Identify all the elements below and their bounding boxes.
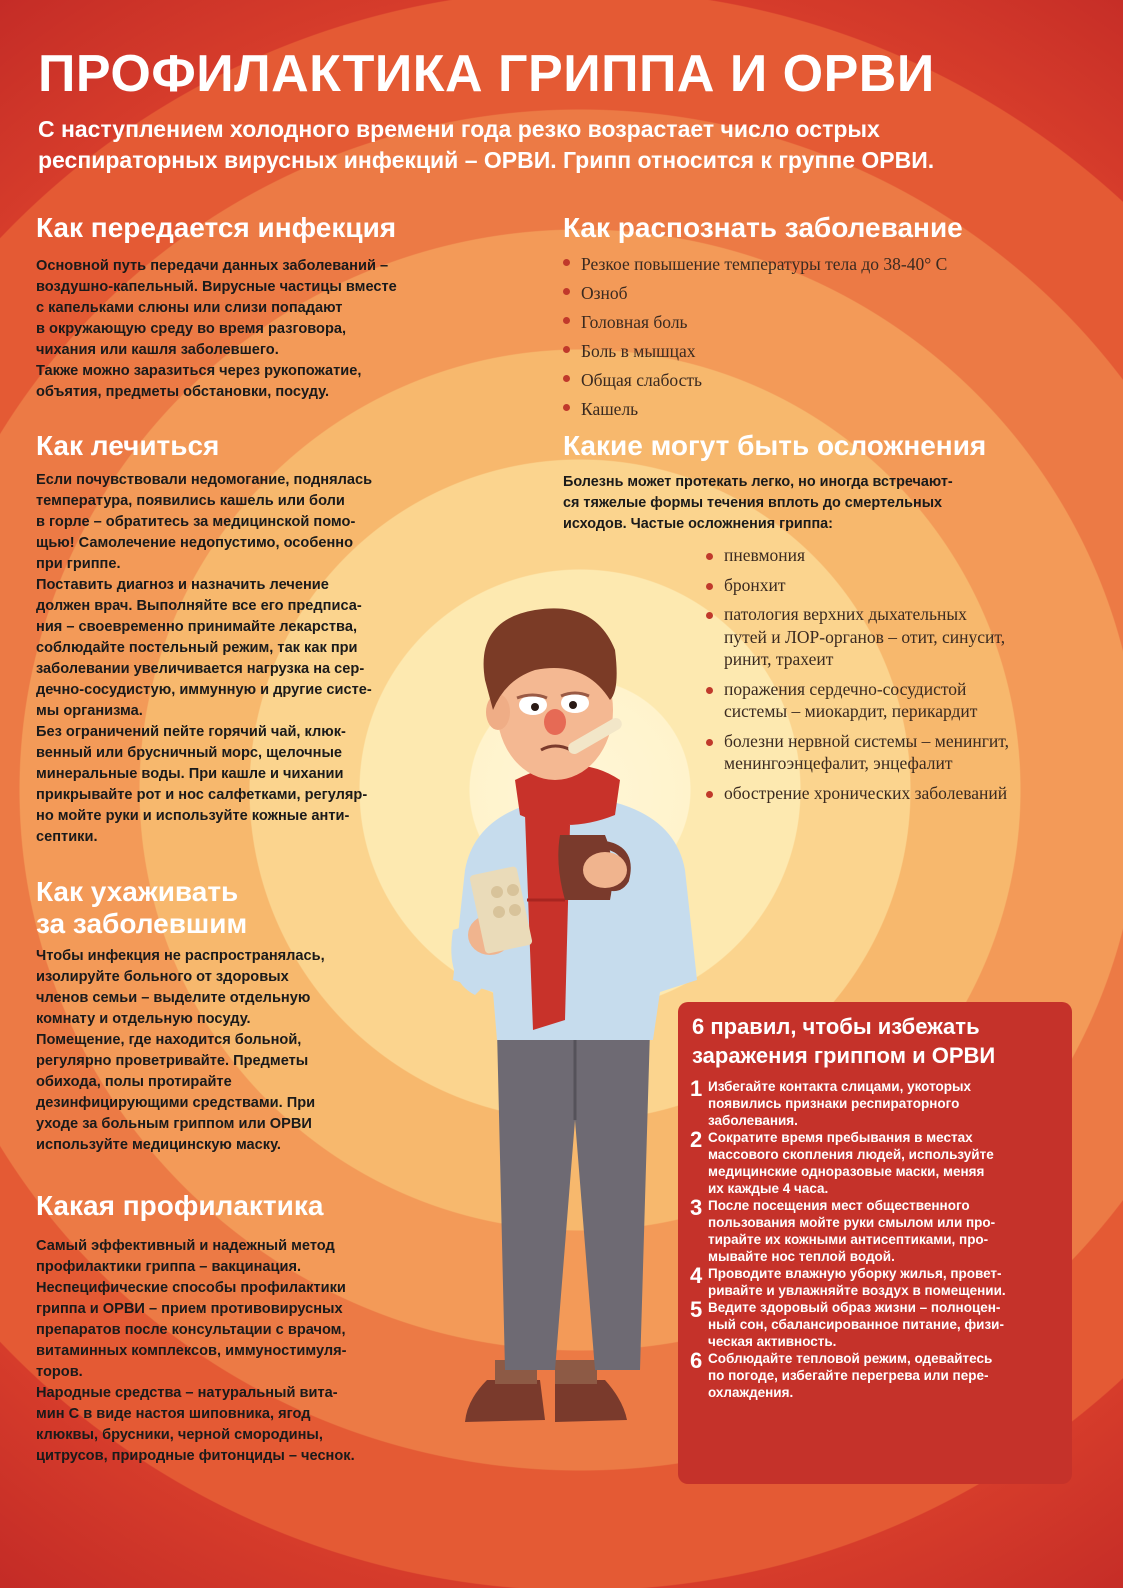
- text-line: Без ограничений пейте горячий чай, клюк-: [36, 724, 346, 740]
- rule-text: [708, 1350, 992, 1401]
- rule-number: 6: [690, 1348, 703, 1373]
- symptom-item: Кашель: [563, 395, 1083, 424]
- text-line: Основной путь передачи данных заболеваний –: [36, 258, 389, 274]
- section-heading: Какая профилактика: [36, 1190, 324, 1221]
- page-title: ПРОФИЛАКТИКА ГРИППА И ОРВИ: [38, 45, 935, 103]
- rules-list: [690, 1078, 1060, 1401]
- complication-item: [706, 603, 1086, 671]
- rule-line: появились признаки респираторного: [708, 1096, 960, 1111]
- text-line: ся тяжелые формы течения вплоть до смертельных: [563, 495, 943, 511]
- intro-line: С наступлением холодного времени года резко возрастает число острых: [38, 116, 880, 142]
- text-line: при гриппе.: [36, 556, 121, 572]
- symptom-item: Озноб: [563, 279, 1083, 308]
- section-heading-line: Как ухаживать: [36, 876, 239, 907]
- section-heading: Как лечиться: [36, 430, 220, 461]
- rule-item: [690, 1129, 1060, 1197]
- text-line: объятия, предметы обстановки, посуду.: [36, 384, 330, 400]
- complication-line: бронхит: [724, 574, 786, 595]
- text-line: Поставить диагноз и назначить лечение: [36, 577, 329, 593]
- text-line: мин С в виде настоя шиповника, ягод: [36, 1406, 311, 1422]
- text-line: витаминных комплексов, иммуностимуля-: [36, 1343, 347, 1359]
- text-line: должен врач. Выполняйте все его предписа-: [36, 598, 362, 614]
- rule-line: заболевания.: [708, 1113, 798, 1128]
- text-line: членов семьи – выделите отдельную: [36, 990, 311, 1006]
- section-heading: Какие могут быть осложнения: [563, 430, 987, 461]
- text-line: гриппа и ОРВИ – прием противовирусных: [36, 1301, 343, 1317]
- rule-line: ческая активность.: [708, 1334, 837, 1349]
- text-line: соблюдайте постельный режим, так как при: [36, 640, 358, 656]
- rule-number: 4: [690, 1263, 703, 1288]
- complication-line: обострение хронических заболеваний: [724, 782, 1008, 803]
- section-heading-line: за заболевшим: [36, 908, 248, 939]
- section-heading: Как передается инфекция: [36, 212, 397, 243]
- section-symptoms: [563, 212, 1083, 424]
- rule-line: Ведите здоровый образ жизни – полноцен-: [708, 1300, 1001, 1315]
- rule-item: [690, 1350, 1060, 1401]
- text-line: чихания или кашля заболевшего.: [36, 342, 279, 358]
- rule-line: пользования мойте руки смылом или про-: [708, 1215, 996, 1230]
- text-line: Помещение, где находится больной,: [36, 1032, 302, 1048]
- rule-number: 5: [690, 1297, 703, 1322]
- symptom-item: Боль в мышцах: [563, 337, 1083, 366]
- rule-line: охлаждения.: [708, 1385, 794, 1400]
- rule-text: [708, 1197, 995, 1265]
- text-line: изолируйте больного от здоровых: [36, 969, 289, 985]
- text-line: септики.: [36, 829, 98, 845]
- complication-item: [706, 678, 1086, 723]
- rule-text: [708, 1129, 994, 1197]
- intro-text: [38, 114, 1098, 176]
- complication-item: [706, 574, 1086, 597]
- rule-item: [690, 1197, 1060, 1265]
- text-line: Если почувствовали недомогание, поднялась: [36, 472, 373, 488]
- rule-item: [690, 1299, 1060, 1350]
- rules-heading-line: 6 правил, чтобы избежать: [692, 1014, 980, 1039]
- symptom-item: Головная боль: [563, 308, 1083, 337]
- complication-line: менингоэнцефалит, энцефалит: [724, 753, 953, 773]
- rule-line: массового скопления людей, используйте: [708, 1147, 994, 1162]
- text-line: венный или брусничный морс, щелочные: [36, 745, 343, 761]
- rule-line: медицинские одноразовые маски, меняя: [708, 1164, 985, 1179]
- text-line: заболевании увеличивается нагрузка на сер-: [36, 661, 365, 677]
- rule-line: После посещения мест общественного: [708, 1198, 970, 1213]
- section-heading: Как распознать заболевание: [563, 212, 963, 243]
- text-line: торов.: [36, 1364, 83, 1380]
- symptom-list: [563, 250, 1083, 424]
- rules-heading: [690, 1012, 1060, 1070]
- section-body: [36, 946, 456, 1156]
- text-line: Самый эффективный и надежный метод: [36, 1238, 335, 1254]
- text-line: уходе за больным гриппом или ОРВИ: [36, 1116, 312, 1132]
- text-line: Чтобы инфекция не распространялась,: [36, 948, 325, 964]
- complication-line: патология верхних дыхательных: [724, 604, 967, 624]
- complication-line: путей и ЛОР-органов – отит, синусит,: [724, 626, 1006, 647]
- complications-list: [706, 544, 1086, 811]
- text-line: в окружающую среду во время разговора,: [36, 321, 347, 337]
- section-transmission: [36, 212, 506, 403]
- text-line: воздушно-капельный. Вирусные частицы вместе: [36, 279, 397, 295]
- text-line: Неспецифические способы профилактики: [36, 1280, 346, 1296]
- symptom-item: Общая слабость: [563, 366, 1083, 395]
- text-line: профилактики гриппа – вакцинация.: [36, 1259, 302, 1275]
- section-care: [36, 876, 456, 1156]
- complication-line: поражения сердечно-сосудистой: [724, 678, 967, 699]
- text-line: в горле – обратитесь за медицинской помо-: [36, 514, 356, 530]
- text-line: дезинфицирующими средствами. При: [36, 1095, 316, 1111]
- text-line: минеральные воды. При кашле и чихании: [36, 766, 344, 782]
- complication-line: болезни нервной системы – менингит,: [724, 730, 1009, 751]
- text-line: дечно-сосудистую, иммунную и другие систе-: [36, 682, 372, 698]
- text-line: прикрывайте рот и нос салфетками, регуляр-: [36, 787, 368, 803]
- rule-item: [690, 1078, 1060, 1129]
- text-line: регулярно проветривайте. Предметы: [36, 1053, 309, 1069]
- rule-line: мывайте нос теплой водой.: [708, 1249, 895, 1264]
- text-line: препаратов после консультации с врачом,: [36, 1322, 346, 1338]
- rule-line: ривайте и увлажняйте воздух в помещении.: [708, 1283, 1006, 1298]
- rule-line: Сократите время пребывания в местах: [708, 1130, 973, 1145]
- rule-number: 1: [690, 1076, 703, 1101]
- symptom-item: Резкое повышение температуры тела до 38-40° С: [563, 250, 1083, 279]
- text-line: цитрусов, природные фитонциды – чеснок.: [36, 1448, 355, 1464]
- text-line: ния – своевременно принимайте лекарства,: [36, 619, 358, 635]
- text-line: температура, появились кашель или боли: [36, 493, 345, 509]
- text-line: Также можно заразиться через рукопожатие,: [36, 363, 362, 379]
- text-line: используйте медицинскую маску.: [36, 1137, 281, 1153]
- section-body: [563, 472, 1093, 535]
- complication-item: [706, 730, 1086, 775]
- text-line: комнату и отдельную посуду.: [36, 1011, 251, 1027]
- complication-item: [706, 544, 1086, 567]
- rules-panel: [678, 1002, 1072, 1484]
- text-line: Народные средства – натуральный вита-: [36, 1385, 338, 1401]
- text-line: но мойте руки и используйте кожные анти-: [36, 808, 350, 824]
- rule-line: тирайте их кожными антисептиками, про-: [708, 1232, 989, 1247]
- complication-line: системы – миокардит, перикардит: [724, 701, 978, 721]
- rule-line: их каждые 4 часа.: [708, 1181, 829, 1196]
- complication-line: пневмония: [724, 545, 806, 565]
- text-line: мы организма.: [36, 703, 143, 719]
- rule-number: 3: [690, 1195, 703, 1220]
- rule-line: Соблюдайте тепловой режим, одевайтесь: [708, 1351, 993, 1366]
- rules-heading-line: заражения гриппом и ОРВИ: [692, 1043, 996, 1068]
- rule-line: Проводите влажную уборку жилья, провет-: [708, 1266, 1002, 1281]
- complication-line: ринит, трахеит: [724, 649, 834, 669]
- rule-line: по погоде, избегайте перегрева или пере-: [708, 1368, 989, 1383]
- text-line: обихода, полы протирайте: [36, 1074, 232, 1090]
- rule-line: ный сон, сбалансированное питание, физи-: [708, 1317, 1004, 1332]
- rule-line: Избегайте контакта слицами, укоторых: [708, 1079, 972, 1094]
- text-line: исходов. Частые осложнения гриппа:: [563, 516, 833, 532]
- rule-item: [690, 1265, 1060, 1299]
- rule-text: [708, 1299, 1004, 1350]
- text-line: Болезнь может протекать легко, но иногда встречают-: [563, 474, 953, 490]
- text-line: с капельками слюны или слизи попадают: [36, 300, 343, 316]
- text-line: клюквы, брусники, черной смородины,: [36, 1427, 323, 1443]
- section-body: [36, 256, 506, 403]
- rule-text: [708, 1265, 1006, 1299]
- text-line: щью! Самолечение недопустимо, особенно: [36, 535, 353, 551]
- section-complications: [563, 430, 1093, 535]
- rule-number: 2: [690, 1127, 703, 1152]
- complication-item: [706, 782, 1086, 805]
- intro-line: респираторных вирусных инфекций – ОРВИ. Грипп относится к группе ОРВИ.: [38, 147, 935, 173]
- rule-text: [708, 1078, 971, 1129]
